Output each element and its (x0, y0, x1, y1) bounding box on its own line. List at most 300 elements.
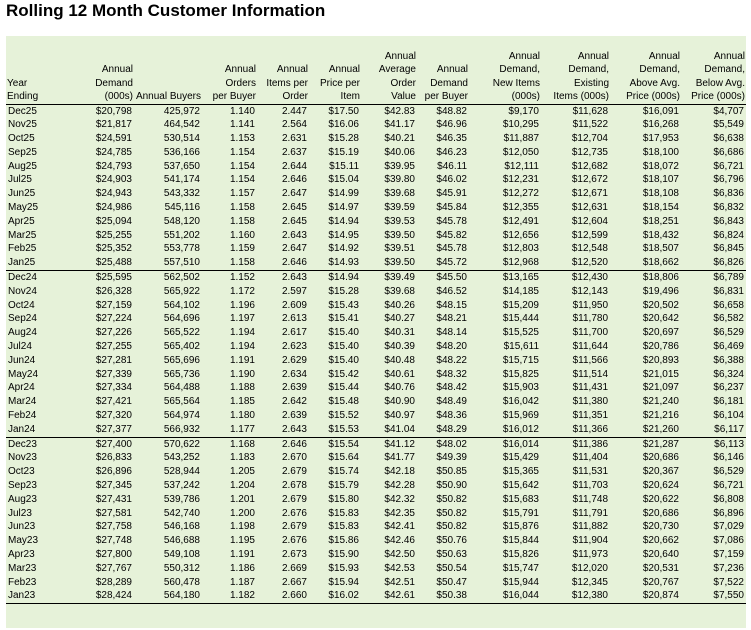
column-header-line: Annual (384, 50, 416, 62)
table-cell: $15.43 (328, 299, 359, 311)
column-header (417, 36, 469, 104)
column-header-line: Items (000s) (553, 91, 609, 102)
column-header-line: Demand (430, 77, 468, 89)
table-row (6, 271, 746, 285)
table-cell: $20,686 (642, 452, 679, 464)
table-cell: $11,431 (572, 382, 608, 394)
table-cell: $42.50 (384, 549, 415, 560)
table-cell: $48.15 (436, 299, 467, 311)
table-cell: $15.28 (328, 285, 359, 297)
table-cell: $46.96 (436, 119, 467, 131)
table-cell: $6,104 (713, 410, 744, 422)
table-cell: 543,252 (163, 452, 200, 464)
table-body (6, 104, 746, 604)
column-header-line: (000s) (511, 91, 540, 102)
table-cell: $27,226 (95, 327, 132, 339)
table-cell: 2.646 (281, 257, 307, 269)
table-cell: $6,845 (713, 243, 744, 255)
table-row (6, 146, 746, 160)
table-cell: 2.643 (281, 423, 307, 435)
year-ending-cell: Dec23 (6, 437, 64, 451)
table-cell: 2.564 (281, 119, 307, 131)
column-header-line: New Items (492, 77, 540, 89)
table-cell: $16,044 (469, 589, 541, 603)
column-header-line: Orders (225, 77, 256, 89)
table-cell: 1.205 (229, 466, 255, 478)
table-cell: 541,174 (163, 174, 200, 186)
table-cell: $28,289 (95, 576, 132, 588)
table-cell: $15.53 (328, 423, 359, 435)
table-cell: 565,564 (163, 396, 200, 408)
table-cell: $20,730 (642, 521, 679, 533)
table-cell: $12,430 (541, 271, 610, 285)
table-cell: $15,969 (502, 410, 539, 422)
table-row (6, 160, 746, 174)
table-cell: 2.637 (281, 146, 307, 158)
table-cell: 551,202 (163, 229, 200, 241)
table-cell: $39.68 (384, 188, 415, 200)
table-cell: $13,165 (469, 271, 541, 285)
table-cell: $14.92 (328, 243, 359, 255)
table-cell: 2.613 (281, 313, 307, 325)
table-cell: $21,817 (95, 119, 132, 131)
year-ending-cell: Jan23 (6, 589, 64, 603)
table-cell: 1.158 (229, 202, 255, 214)
table-cell: 2.639 (281, 382, 307, 394)
column-header-line: Order (390, 77, 416, 89)
table-cell: $25,255 (95, 229, 132, 241)
table-cell: 1.182 (202, 589, 257, 603)
table-cell: $20,767 (642, 576, 679, 588)
table-cell: $21,216 (642, 410, 679, 422)
year-ending-cell: Sep23 (8, 480, 37, 492)
column-header (469, 36, 541, 104)
table-cell: $15,844 (502, 535, 539, 547)
table-cell: $48.14 (436, 327, 467, 339)
table-cell: $15,429 (502, 452, 539, 464)
table-cell: $11,380 (572, 396, 608, 408)
table-cell: 2.645 (281, 215, 307, 227)
table-cell: $48.49 (436, 396, 467, 408)
table-cell: $18,662 (642, 257, 679, 269)
table-cell: $42.83 (384, 105, 415, 117)
table-cell: $19,496 (642, 285, 679, 297)
table-cell: $42.46 (384, 535, 415, 547)
column-header (610, 36, 681, 104)
table-cell: $6,237 (713, 382, 744, 394)
table-cell: 2.629 (281, 354, 307, 366)
table-row (6, 589, 746, 603)
table-cell: $12,020 (571, 562, 608, 574)
table-cell: $18,507 (642, 243, 679, 255)
table-cell: $12,491 (502, 215, 539, 227)
table-cell: 2.679 (281, 521, 307, 533)
table-cell: $12,355 (502, 202, 539, 214)
table-cell: $15.48 (328, 396, 359, 408)
table-cell: $15,876 (502, 521, 539, 533)
table-cell: $12,672 (571, 174, 608, 186)
table-cell: $15.54 (309, 437, 361, 451)
table-cell: $42.32 (384, 493, 415, 505)
table-cell: $11,904 (572, 535, 608, 547)
year-ending-cell: Aug25 (8, 160, 37, 172)
column-header-line: Price (000s) (626, 91, 680, 102)
column-header (361, 36, 417, 104)
table-cell: $16.06 (328, 119, 359, 131)
table-cell: $6,324 (713, 368, 744, 380)
table-cell: $12,803 (502, 243, 539, 255)
table-cell: $6,789 (681, 271, 746, 285)
table-cell: $27,431 (95, 493, 132, 505)
table-cell: $20,697 (642, 327, 679, 339)
table-cell: $7,029 (713, 521, 744, 533)
column-header-line: per Buyer (424, 91, 468, 102)
column-header (6, 36, 64, 104)
year-ending-cell: Nov23 (8, 452, 37, 464)
table-cell: $50.90 (436, 480, 467, 492)
table-cell: 2.643 (281, 229, 307, 241)
table-cell: $6,686 (713, 146, 744, 158)
column-header-line (7, 63, 63, 77)
report-title: Rolling 12 Month Customer Information (6, 1, 326, 20)
table-row (6, 299, 746, 313)
table-row (6, 548, 746, 562)
table-cell: $20,786 (642, 341, 679, 353)
table-cell: $16,014 (469, 437, 541, 451)
table-cell: $15.28 (328, 133, 359, 145)
table-cell: $11,351 (572, 410, 608, 422)
table-cell: $20,893 (642, 354, 679, 366)
table-cell: $6,826 (713, 257, 744, 269)
table-cell: $40.97 (384, 410, 415, 422)
table-cell: $40.31 (384, 327, 415, 339)
table-cell: 536,166 (163, 146, 200, 158)
table-cell: 2.646 (257, 437, 309, 451)
year-ending-cell: Aug24 (8, 327, 37, 339)
table-cell: $18,072 (642, 160, 679, 172)
table-cell: $45.50 (417, 271, 469, 285)
table-cell: $15.42 (328, 368, 359, 380)
column-header-line: Below Avg. (695, 77, 745, 89)
table-cell: $15.93 (328, 562, 359, 574)
column-header-line: Price per (319, 77, 360, 89)
table-cell: $20,367 (642, 466, 679, 478)
column-header-line (64, 50, 133, 64)
table-cell: $15.86 (328, 535, 359, 547)
table-cell: 564,180 (134, 589, 202, 603)
table-cell: 1.196 (229, 299, 255, 311)
table-cell: $40.61 (384, 368, 415, 380)
table-cell: $48.82 (436, 105, 467, 117)
table-cell: $18,806 (610, 271, 681, 285)
column-header-line: Demand, (704, 64, 745, 75)
table-cell: $27,159 (95, 299, 132, 311)
column-header (309, 36, 361, 104)
table-cell: $24,793 (95, 160, 132, 172)
table-cell: $27,758 (95, 521, 132, 533)
table-cell: 2.644 (281, 160, 307, 172)
table-cell: $50.76 (436, 535, 467, 547)
year-ending-cell: Jul23 (8, 507, 32, 519)
table-cell: 1.177 (229, 423, 255, 435)
table-cell: $14.93 (328, 257, 359, 269)
column-header-line: Annual (328, 64, 360, 75)
table-row (6, 409, 746, 423)
column-header (202, 36, 257, 104)
table-cell: $6,721 (713, 480, 744, 492)
table-cell: $14.95 (328, 229, 359, 241)
table-cell: $21,260 (642, 423, 679, 435)
table-cell: $6,181 (713, 396, 744, 408)
table-cell: $42.61 (361, 589, 417, 603)
table-cell: $12,231 (502, 174, 539, 186)
table-cell: 1.158 (229, 257, 255, 269)
year-ending-cell: Apr25 (8, 215, 35, 227)
table-cell: $12,272 (502, 188, 539, 200)
table-cell: $12,631 (571, 202, 608, 214)
table-cell: 425,972 (163, 105, 200, 117)
table-cell: $11,514 (572, 368, 608, 380)
column-header-line: Ending (7, 91, 39, 102)
table-cell: $11,700 (572, 327, 608, 339)
table-cell: $15,683 (502, 493, 539, 505)
table-cell: $20,662 (642, 535, 679, 547)
table-cell: $6,796 (713, 174, 744, 186)
column-header-line: Annual Buyers (135, 91, 201, 102)
column-header-line (257, 50, 308, 64)
column-header-line (134, 50, 201, 64)
table-cell: 1.158 (229, 215, 255, 227)
table-cell: $27,281 (95, 354, 132, 366)
table-cell: $26,896 (95, 466, 132, 478)
table-cell: $40.27 (384, 313, 415, 325)
table-cell: $27,345 (95, 480, 132, 492)
column-header-line: Annual (224, 64, 256, 75)
table-cell: 2.660 (257, 589, 309, 603)
table-cell: 1.197 (229, 313, 255, 325)
table-cell: 2.647 (281, 188, 307, 200)
table-cell: 1.157 (229, 188, 255, 200)
table-cell: $20,624 (642, 480, 679, 492)
table-cell: $15.40 (328, 354, 359, 366)
table-cell: 2.673 (281, 549, 307, 560)
table-cell: 2.676 (281, 535, 307, 547)
table-cell: $15,825 (502, 368, 539, 380)
column-header-line (417, 50, 468, 64)
table-cell: $48.32 (436, 368, 467, 380)
table-cell: $21,287 (610, 437, 681, 451)
table-cell: $48.29 (436, 423, 467, 435)
table-cell: $7,522 (713, 576, 744, 588)
year-ending-cell: Jun23 (8, 521, 36, 533)
column-header-line: Year (7, 77, 28, 89)
table-cell: $39.49 (361, 271, 417, 285)
table-cell: $25,488 (95, 257, 132, 269)
table-cell: 2.646 (281, 174, 307, 186)
table-row (6, 381, 746, 395)
table-row (6, 173, 746, 187)
table-cell: $14.97 (328, 202, 359, 214)
table-cell: 545,116 (164, 202, 200, 214)
table-cell: $20,686 (642, 507, 679, 519)
table-cell: $6,658 (713, 299, 744, 311)
table-cell: $12,704 (571, 133, 608, 145)
table-cell: $46.02 (436, 174, 467, 186)
table-cell: $11,780 (572, 313, 608, 325)
column-header-line: Demand (95, 77, 133, 89)
table-cell: 528,944 (163, 466, 200, 478)
table-cell: $6,824 (713, 229, 744, 241)
column-header-line: Annual (101, 64, 133, 75)
table-cell: 565,402 (163, 341, 200, 353)
table-cell: $7,159 (713, 549, 744, 560)
table-cell: $42.41 (384, 521, 415, 533)
table-cell: $11,628 (572, 105, 608, 117)
table-cell: $21,015 (642, 368, 679, 380)
table-cell: 550,312 (163, 562, 200, 574)
table-cell: $18,100 (642, 146, 679, 158)
table-cell: $6,529 (713, 466, 744, 478)
table-cell: $39.51 (384, 243, 415, 255)
table-cell: $42.51 (384, 576, 415, 588)
table-cell: $11,386 (541, 437, 610, 451)
table-cell: $41.04 (384, 423, 415, 435)
table-cell: 2.678 (281, 480, 307, 492)
table-cell: $50.82 (436, 507, 467, 519)
table-cell: $14,185 (502, 285, 539, 297)
table-row (6, 187, 746, 201)
table-cell: 1.153 (229, 133, 255, 145)
table-cell: $12,656 (502, 229, 539, 241)
table-cell: $6,146 (713, 452, 744, 464)
table-cell: $48.21 (436, 313, 467, 325)
table-cell: $45.72 (436, 257, 467, 269)
table-cell: $14.94 (309, 271, 361, 285)
column-header-line (610, 36, 680, 50)
table-cell: 2.669 (281, 562, 307, 574)
table-cell: $28,424 (64, 589, 134, 603)
table-cell: $20,874 (610, 589, 681, 603)
table-cell: $46.35 (436, 133, 467, 145)
table-cell: 560,478 (163, 576, 200, 588)
table-cell: 1.204 (229, 480, 255, 492)
table-cell: $15,826 (502, 549, 539, 560)
table-cell: $50.54 (436, 562, 467, 574)
data-sheet (6, 36, 746, 628)
column-header-line: Demand, (568, 64, 609, 75)
table-cell: $25,352 (95, 243, 132, 255)
table-cell: $45.78 (436, 215, 467, 227)
table-cell: 1.187 (229, 576, 255, 588)
table-row (6, 256, 746, 270)
table-cell: $15.83 (328, 507, 359, 519)
table-cell: $14.99 (328, 188, 359, 200)
table-cell: $40.26 (384, 299, 415, 311)
table-cell: $50.82 (436, 521, 467, 533)
table-cell: $46.11 (437, 160, 467, 172)
table-cell: 543,332 (163, 188, 200, 200)
year-ending-cell: Mar25 (8, 229, 37, 241)
table-cell: $15.52 (328, 410, 359, 422)
table-cell: 565,696 (163, 354, 200, 366)
table-cell: $50.82 (436, 493, 467, 505)
table-cell: $6,831 (713, 285, 744, 297)
column-header-line (134, 77, 201, 91)
year-ending-cell: Dec25 (8, 105, 37, 117)
table-cell: $27,334 (95, 382, 132, 394)
table-cell: $6,638 (713, 133, 744, 145)
table-cell: $12,671 (571, 188, 608, 200)
table-cell: 2.642 (281, 396, 307, 408)
table-cell: 564,974 (163, 410, 200, 422)
table-row (6, 479, 746, 493)
table-cell: 1.194 (229, 327, 255, 339)
table-cell: 2.447 (281, 105, 307, 117)
table-cell: $27,339 (95, 368, 132, 380)
table-cell: $24,943 (95, 188, 132, 200)
table-cell: $15,715 (502, 354, 539, 366)
table-cell: 549,108 (163, 549, 200, 560)
table-row (6, 368, 746, 382)
table-cell: $4,707 (713, 105, 744, 117)
table-cell: $15.94 (328, 576, 359, 588)
table-cell: $15,611 (503, 341, 539, 353)
table-cell: $46.23 (436, 146, 467, 158)
table-cell: $11,887 (503, 133, 539, 145)
table-cell: 548,120 (163, 215, 200, 227)
year-ending-cell: Apr24 (8, 382, 35, 394)
table-cell: $11,748 (572, 493, 608, 505)
table-cell: 2.634 (281, 368, 307, 380)
table-cell: 2.679 (281, 493, 307, 505)
column-header-line: Average (378, 64, 416, 75)
column-header-line (469, 36, 540, 50)
table-cell: $39.59 (384, 202, 415, 214)
table-cell: 566,932 (163, 423, 200, 435)
table-cell: $26,833 (95, 452, 132, 464)
year-ending-cell: Oct24 (8, 299, 35, 311)
table-cell: 2.679 (281, 466, 307, 478)
column-header-line: (000s) (104, 91, 133, 102)
table-cell: $11,404 (572, 452, 608, 464)
table-cell: 565,522 (163, 327, 200, 339)
table-cell: $6,843 (713, 215, 744, 227)
table-cell: 530,514 (163, 133, 200, 145)
column-header-line: Annual (436, 64, 468, 75)
year-ending-cell: Jun25 (8, 188, 36, 200)
customer-info-table (6, 36, 746, 604)
table-cell: $16,091 (642, 105, 679, 117)
table-cell: $18,432 (642, 229, 679, 241)
table-cell: 565,736 (163, 368, 200, 380)
table-cell: $12,682 (571, 160, 608, 172)
table-row (6, 118, 746, 132)
table-cell: $20,622 (642, 493, 679, 505)
table-cell: $50.85 (436, 466, 467, 478)
table-cell: $15,747 (502, 562, 539, 574)
table-cell: 553,778 (163, 243, 200, 255)
table-cell: $26,328 (95, 285, 132, 297)
table-cell: $17.50 (328, 105, 359, 117)
table-cell: $12,599 (571, 229, 608, 241)
table-cell: 1.191 (229, 549, 255, 560)
table-cell: $25,595 (64, 271, 134, 285)
table-cell: $46.52 (436, 285, 467, 297)
year-ending-cell: Feb23 (8, 576, 37, 588)
column-header-line: Annual (713, 50, 745, 62)
table-cell: 2.617 (281, 327, 307, 339)
table-cell: $15.11 (329, 160, 359, 172)
